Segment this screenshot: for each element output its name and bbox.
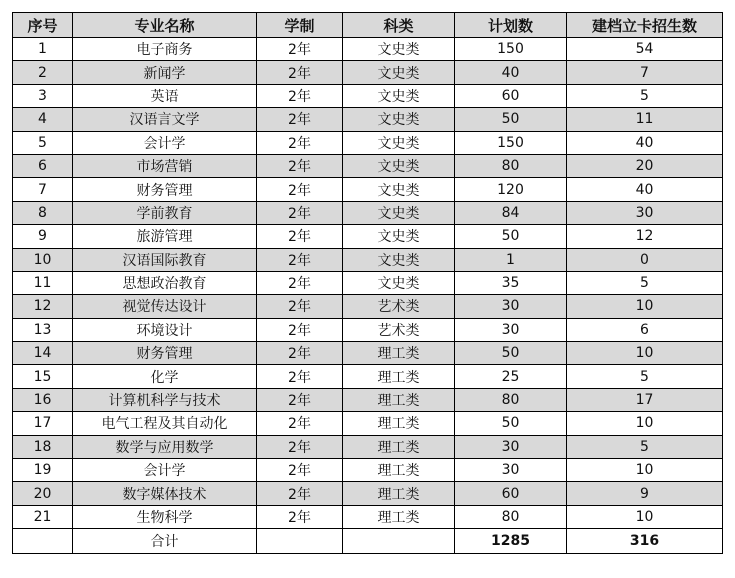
cell-category: 理工类 [343, 435, 455, 458]
total-plan: 1285 [455, 529, 567, 554]
cell-category: 艺术类 [343, 318, 455, 341]
cell-plan: 30 [455, 435, 567, 458]
cell-category: 文史类 [343, 201, 455, 224]
cell-index: 19 [13, 459, 73, 482]
cell-major: 会计学 [73, 459, 257, 482]
cell-category: 理工类 [343, 505, 455, 528]
cell-major: 会计学 [73, 131, 257, 154]
table-row [13, 435, 723, 458]
cell-plan: 80 [455, 388, 567, 411]
cell-poverty: 5 [567, 435, 723, 458]
cell-index: 2 [13, 61, 73, 84]
cell-index: 17 [13, 412, 73, 435]
cell-plan: 25 [455, 365, 567, 388]
cell-major: 化学 [73, 365, 257, 388]
header-row [13, 13, 723, 38]
cell-major: 英语 [73, 84, 257, 107]
table-row [13, 201, 723, 224]
cell-poverty: 5 [567, 84, 723, 107]
table-container [12, 12, 723, 554]
cell-poverty: 0 [567, 248, 723, 271]
cell-poverty: 5 [567, 365, 723, 388]
table-row [13, 505, 723, 528]
cell-major: 汉语言文学 [73, 108, 257, 131]
cell-poverty: 40 [567, 178, 723, 201]
cell-major: 市场营销 [73, 154, 257, 177]
table-row [13, 482, 723, 505]
header-index: 序号 [13, 13, 73, 38]
cell-category: 理工类 [343, 412, 455, 435]
cell-plan: 120 [455, 178, 567, 201]
cell-index: 16 [13, 388, 73, 411]
cell-duration: 2年 [257, 131, 343, 154]
cell-poverty: 5 [567, 271, 723, 294]
cell-index: 9 [13, 225, 73, 248]
table-row [13, 388, 723, 411]
table-row [13, 342, 723, 365]
cell-plan: 30 [455, 318, 567, 341]
cell-index: 6 [13, 154, 73, 177]
cell-plan: 60 [455, 84, 567, 107]
cell-duration: 2年 [257, 178, 343, 201]
cell-plan: 84 [455, 201, 567, 224]
cell-category: 文史类 [343, 178, 455, 201]
cell-index: 18 [13, 435, 73, 458]
cell-poverty: 20 [567, 154, 723, 177]
cell-major: 电子商务 [73, 38, 257, 61]
header-duration: 学制 [257, 13, 343, 38]
cell-index: 13 [13, 318, 73, 341]
cell-plan: 30 [455, 459, 567, 482]
cell-index: 21 [13, 505, 73, 528]
cell-duration: 2年 [257, 459, 343, 482]
total-blank-cell [13, 529, 73, 554]
cell-category: 理工类 [343, 365, 455, 388]
cell-index: 15 [13, 365, 73, 388]
cell-category: 理工类 [343, 388, 455, 411]
cell-duration: 2年 [257, 388, 343, 411]
cell-index: 4 [13, 108, 73, 131]
cell-duration: 2年 [257, 505, 343, 528]
table-row [13, 131, 723, 154]
cell-index: 11 [13, 271, 73, 294]
cell-duration: 2年 [257, 295, 343, 318]
table-body [13, 38, 723, 529]
cell-poverty: 9 [567, 482, 723, 505]
cell-plan: 30 [455, 295, 567, 318]
cell-major: 视觉传达设计 [73, 295, 257, 318]
cell-duration: 2年 [257, 435, 343, 458]
cell-poverty: 10 [567, 295, 723, 318]
cell-plan: 1 [455, 248, 567, 271]
cell-plan: 40 [455, 61, 567, 84]
enrollment-table [12, 12, 723, 554]
cell-poverty: 10 [567, 505, 723, 528]
cell-category: 文史类 [343, 84, 455, 107]
total-blank-cell [257, 529, 343, 554]
cell-duration: 2年 [257, 271, 343, 294]
cell-duration: 2年 [257, 342, 343, 365]
table-row [13, 178, 723, 201]
cell-duration: 2年 [257, 482, 343, 505]
header-category: 科类 [343, 13, 455, 38]
cell-poverty: 54 [567, 38, 723, 61]
cell-poverty: 40 [567, 131, 723, 154]
cell-index: 10 [13, 248, 73, 271]
table-row [13, 108, 723, 131]
cell-category: 文史类 [343, 271, 455, 294]
cell-major: 旅游管理 [73, 225, 257, 248]
table-row [13, 38, 723, 61]
cell-poverty: 10 [567, 412, 723, 435]
cell-category: 理工类 [343, 459, 455, 482]
cell-category: 理工类 [343, 482, 455, 505]
total-blank-cell [343, 529, 455, 554]
cell-duration: 2年 [257, 248, 343, 271]
cell-major: 计算机科学与技术 [73, 388, 257, 411]
cell-category: 文史类 [343, 248, 455, 271]
cell-duration: 2年 [257, 225, 343, 248]
cell-duration: 2年 [257, 365, 343, 388]
cell-plan: 50 [455, 225, 567, 248]
cell-major: 电气工程及其自动化 [73, 412, 257, 435]
table-row [13, 459, 723, 482]
cell-major: 学前教育 [73, 201, 257, 224]
cell-duration: 2年 [257, 38, 343, 61]
cell-duration: 2年 [257, 412, 343, 435]
cell-poverty: 30 [567, 201, 723, 224]
table-row [13, 271, 723, 294]
cell-category: 艺术类 [343, 295, 455, 318]
header-plan: 计划数 [455, 13, 567, 38]
table-row [13, 61, 723, 84]
header-poverty: 建档立卡招生数 [567, 13, 723, 38]
table-row [13, 248, 723, 271]
table-row [13, 365, 723, 388]
cell-plan: 35 [455, 271, 567, 294]
cell-plan: 80 [455, 154, 567, 177]
cell-poverty: 17 [567, 388, 723, 411]
cell-plan: 150 [455, 38, 567, 61]
cell-poverty: 12 [567, 225, 723, 248]
cell-category: 文史类 [343, 108, 455, 131]
cell-major: 数字媒体技术 [73, 482, 257, 505]
cell-category: 文史类 [343, 38, 455, 61]
table-row [13, 154, 723, 177]
cell-index: 3 [13, 84, 73, 107]
cell-poverty: 6 [567, 318, 723, 341]
cell-major: 环境设计 [73, 318, 257, 341]
cell-duration: 2年 [257, 154, 343, 177]
cell-index: 14 [13, 342, 73, 365]
total-row [13, 529, 723, 554]
cell-poverty: 11 [567, 108, 723, 131]
cell-poverty: 10 [567, 459, 723, 482]
cell-plan: 50 [455, 412, 567, 435]
cell-index: 12 [13, 295, 73, 318]
header-major: 专业名称 [73, 13, 257, 38]
cell-major: 生物科学 [73, 505, 257, 528]
cell-index: 1 [13, 38, 73, 61]
table-row [13, 295, 723, 318]
total-label: 合计 [73, 529, 257, 554]
cell-duration: 2年 [257, 108, 343, 131]
cell-plan: 80 [455, 505, 567, 528]
cell-duration: 2年 [257, 201, 343, 224]
table-row [13, 318, 723, 341]
cell-index: 20 [13, 482, 73, 505]
cell-major: 财务管理 [73, 342, 257, 365]
table-row [13, 225, 723, 248]
table-row [13, 84, 723, 107]
cell-category: 文史类 [343, 154, 455, 177]
cell-major: 思想政治教育 [73, 271, 257, 294]
cell-category: 文史类 [343, 225, 455, 248]
cell-index: 8 [13, 201, 73, 224]
cell-plan: 50 [455, 342, 567, 365]
table-row [13, 412, 723, 435]
cell-category: 文史类 [343, 131, 455, 154]
cell-poverty: 10 [567, 342, 723, 365]
cell-index: 7 [13, 178, 73, 201]
cell-duration: 2年 [257, 84, 343, 107]
cell-plan: 50 [455, 108, 567, 131]
cell-category: 文史类 [343, 61, 455, 84]
cell-duration: 2年 [257, 61, 343, 84]
cell-major: 数学与应用数学 [73, 435, 257, 458]
cell-poverty: 7 [567, 61, 723, 84]
cell-duration: 2年 [257, 318, 343, 341]
cell-plan: 60 [455, 482, 567, 505]
cell-major: 汉语国际教育 [73, 248, 257, 271]
total-poverty: 316 [567, 529, 723, 554]
cell-major: 新闻学 [73, 61, 257, 84]
cell-major: 财务管理 [73, 178, 257, 201]
cell-category: 理工类 [343, 342, 455, 365]
cell-plan: 150 [455, 131, 567, 154]
cell-index: 5 [13, 131, 73, 154]
